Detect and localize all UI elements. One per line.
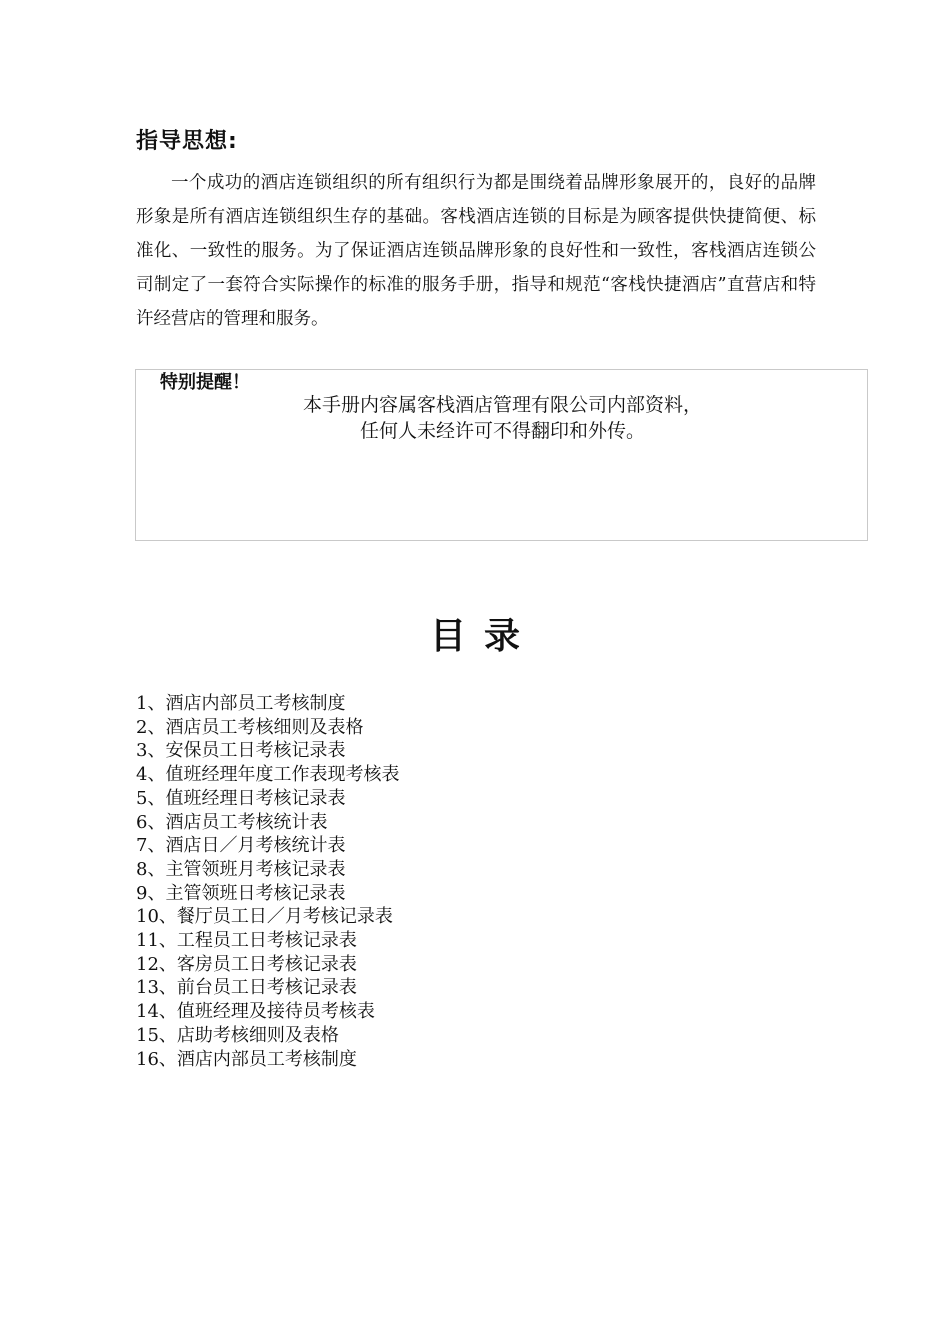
notice-line-2: 任何人未经许可不得翻印和外传。	[359, 420, 645, 442]
toc-item: 4、值班经理年度工作表现考核表	[136, 764, 400, 786]
toc-item: 3、安保员工日考核记录表	[136, 740, 346, 762]
toc-item: 14、值班经理及接待员考核表	[136, 1001, 375, 1023]
toc-item: 6、酒店员工考核统计表	[136, 811, 328, 833]
toc-item: 7、酒店日／月考核统计表	[136, 835, 346, 857]
toc-item: 10、餐厅员工日／月考核记录表	[136, 906, 393, 928]
guidance-title: 指导思想:	[136, 129, 238, 154]
toc-list	[136, 692, 399, 1071]
toc-item: 5、值班经理日考核记录表	[136, 787, 346, 809]
toc-item: 2、酒店员工考核细则及表格	[136, 716, 364, 738]
toc-item: 15、店助考核细则及表格	[136, 1024, 339, 1046]
toc-item: 11、工程员工日考核记录表	[136, 930, 357, 952]
toc-item: 12、客房员工日考核记录表	[136, 953, 357, 975]
guidance-paragraph: 一个成功的酒店连锁组织的所有组织行为都是围绕着品牌形象展开的，良好的品牌形象是所有酒店连锁组织生存的基础。客栈酒店连锁的目标是为顾客提供快捷简便、标准化、一致性的服务。为了保证酒店连锁品牌形象的良好性和一致性，客栈酒店连锁公司制定了一套符合实际操作的标准的服务手册，指导和规范“客栈快捷酒店”直营店和特许经营店的管理和服务。	[136, 173, 816, 329]
notice-text	[136, 392, 869, 444]
special-notice-box	[135, 369, 868, 541]
toc-item: 8、主管领班月考核记录表	[136, 858, 346, 880]
notice-title: 特别提醒！	[160, 372, 250, 393]
toc-title: 目录	[429, 616, 538, 657]
toc-item: 9、主管领班日考核记录表	[136, 882, 346, 904]
toc-item: 13、前台员工日考核记录表	[136, 977, 357, 999]
notice-line-1: 本手册内容属客栈酒店管理有限公司内部资料，	[302, 394, 702, 416]
toc-item: 16、酒店内部员工考核制度	[136, 1048, 357, 1070]
toc-item: 1、酒店内部员工考核制度	[136, 693, 346, 714]
